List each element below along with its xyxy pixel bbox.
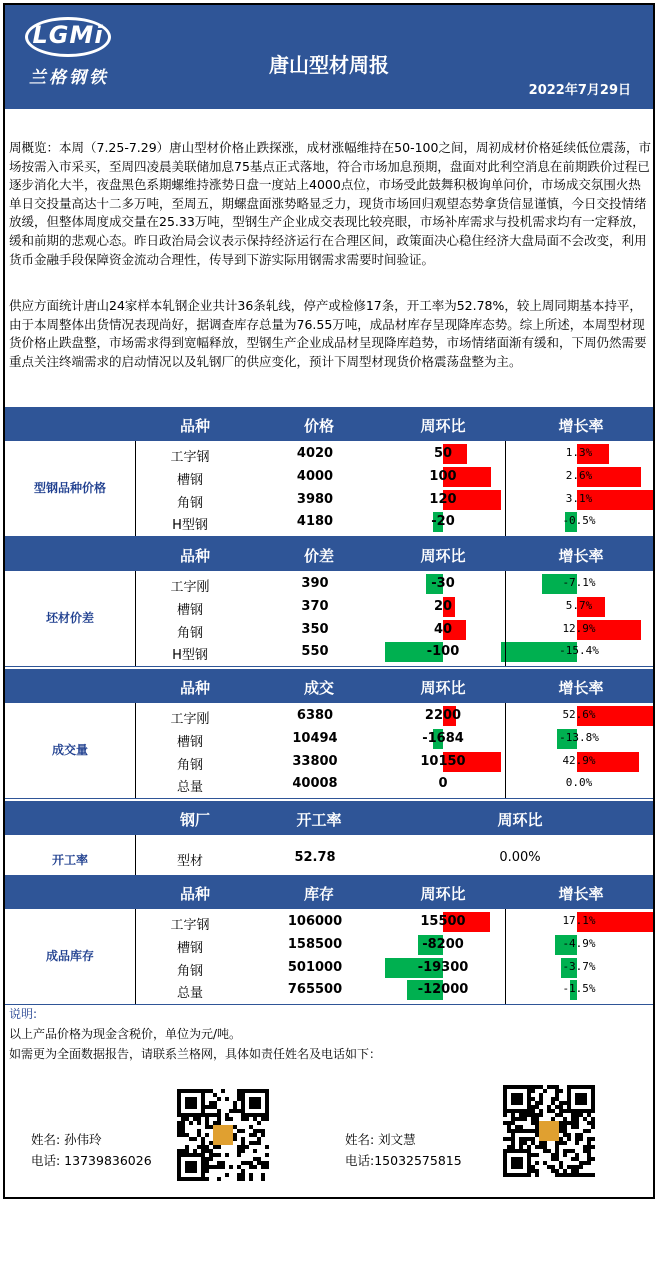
section-rule [5,1004,653,1005]
item-rate: 17.1% [562,914,596,927]
item-value: 501000 [287,959,343,975]
item-change: 0.00% [499,850,541,865]
section-header [5,407,653,441]
item-value: 4020 [296,446,334,461]
item-rate: 5.7% [565,598,593,612]
section-label: 成品库存 [45,949,94,963]
item-change: -19300 [417,959,469,975]
report-title: 唐山型材周报 [269,53,389,77]
item-rate: -13.8% [559,730,599,744]
summary-paragraph-1: 周概览：本周（7.25-7.29）唐山型材价格止跌探涨，成材涨幅维持在50-100之间，周初成材价格延续低位震荡，市场按需入市采买，至周四凌晨美联储加息75基点正式落地，符合市场加息预期，盘面对此利空消息在前期跌价过程已逐步消化大半，夜盘黑色系期螺维持涨势日盘一度站上4000点位，市场受此鼓舞积极询单问价，市场成交氛围火热单日交投量高达十二多万吨，至周五，期螺盘面涨势略显乏力，现货市场回归观望态势拿货信显谨慎，今日交投情绪放缓，但整体周度成交量在25.33万吨，型钢生产企业成交表现比较亮眼，市场补库需求与投机需求均有一定释放，缓和前期的悲观心态。昨日政治局会议表示保持经济运行在合理区间，政策面决心稳住经济大盘局面不会改变，利用货币金融手段保障资金流动合理性，传导到下游实际用钢需求需要时间验证。 [9,140,651,267]
table-row [5,847,653,870]
column-header: 品种 [179,885,210,903]
item-value: 40008 [292,776,338,792]
column-header: 品种 [179,679,210,697]
table-row [5,773,653,796]
item-change: 50 [433,446,453,461]
section-header [5,801,653,835]
column-header: 品种 [179,417,210,435]
qr-code-1 [177,1089,269,1181]
section-rule [5,666,653,667]
table-row [5,596,653,619]
item-change: 20 [433,598,453,614]
column-header: 价差 [303,547,334,565]
column-header: 增长率 [558,547,604,565]
item-change: -100 [426,644,460,660]
item-value: 3980 [296,491,334,507]
contact-2-name: 姓名: 刘文慧 [345,1132,416,1147]
table-row [5,573,653,596]
logo-text: LGMi [32,21,104,49]
table-row [5,728,653,751]
report-frame [3,3,655,1199]
table-row [5,979,653,1002]
item-name: 槽钢 [176,734,203,750]
column-divider [505,703,506,798]
item-change: -30 [431,576,455,591]
column-header: 周环比 [497,811,543,829]
item-change: -12000 [417,982,469,998]
column-header: 开工率 [296,811,342,829]
note-contact: 如需更为全面数据报告，请联系兰格网，具体如责任姓名及电话如下： [9,1047,382,1061]
item-change: 40 [433,621,453,637]
item-change: -1684 [422,730,464,746]
item-value: 4180 [296,514,334,530]
column-header: 品种 [179,547,210,565]
note-price: 以上产品价格为现金含税价，单位为元/吨。 [9,1027,242,1041]
section-header [5,537,653,571]
item-value: 350 [301,621,329,637]
table-row [5,641,653,664]
column-divider [135,703,136,798]
item-change: 2200 [424,708,462,723]
column-header: 成交 [303,679,334,697]
item-value: 550 [301,644,329,660]
contact-1-name: 姓名: 孙伟玲 [31,1132,102,1147]
table-row [5,934,653,957]
column-divider [505,571,506,666]
section-header [5,875,653,909]
item-name: 角钢 [176,757,203,773]
item-rate: 42.9% [562,753,596,767]
item-value: 33800 [292,753,338,769]
item-value: 52.78 [294,850,336,865]
column-header: 价格 [303,417,334,435]
item-value: 765500 [287,982,343,998]
item-change: 120 [429,491,457,507]
item-rate: 3.1% [565,491,593,505]
summary-paragraph-2: 供应方面统计唐山24家样本轧钢企业共计36条轧线，停产或检修17条，开工率为52.78%，较上周同期基本持平，由于本周整体出货情况表现尚好，据调查库存总量为76.55万吨，成品材库存呈现降库态势。综上所述，本周型材现货价格止跌盘整，市场需求得到宽幅释放，型钢生产企业成品材呈现降库趋势，市场情绪面渐有缓和，下周仍然需要重点关注终端需求的启动情况以及轧钢厂的供应变化，预计下周型材现货价格震荡盘整为主。 [9,298,647,369]
item-rate: 0.0% [565,776,593,790]
item-rate: -3.7% [562,959,596,973]
item-rate: -0.5% [562,514,596,528]
column-divider [135,835,136,875]
item-name: 角钢 [176,963,203,979]
item-name: 总量 [176,986,203,1002]
table-row [5,751,653,774]
item-name: H型钢 [172,648,208,664]
table-row [5,489,653,512]
column-header: 增长率 [558,885,604,903]
section-label: 成交量 [51,743,88,757]
table-row [5,443,653,466]
item-name: 工字刚 [170,712,210,727]
item-name: 总量 [176,780,203,796]
item-value: 158500 [287,936,343,952]
item-value: 10494 [292,730,338,746]
item-name: 工字钢 [170,918,210,933]
column-header: 钢厂 [179,811,210,829]
contact-1-phone: 电话: 13739836026 [31,1153,152,1168]
item-name: 角钢 [176,495,203,511]
item-name: H型钢 [172,518,208,534]
item-rate: 12.9% [562,621,596,635]
item-change: 0 [438,776,448,792]
column-header: 周环比 [420,417,466,435]
column-header: 库存 [303,885,334,903]
item-name: 角钢 [176,625,203,641]
table-row [5,911,653,934]
column-header: 增长率 [558,679,604,697]
contact-2 [345,1129,462,1171]
qr-code-2 [503,1085,595,1177]
logo-cn-text: 兰格钢铁 [29,68,109,88]
item-value: 390 [301,576,329,591]
note-title: 说明: [9,1007,38,1021]
column-divider [135,909,136,1004]
report-header [5,5,653,109]
column-divider [505,441,506,536]
item-change: 10150 [420,753,466,769]
section-label: 开工率 [51,853,88,867]
column-divider [135,571,136,666]
table-row [5,957,653,980]
item-change: -8200 [422,936,464,952]
section-label: 坯材价差 [45,611,94,625]
section-label: 型钢品种价格 [33,481,106,495]
column-header: 增长率 [558,417,604,435]
table-row [5,466,653,489]
item-name: 槽钢 [176,472,203,488]
item-value: 6380 [296,708,334,723]
item-rate: -7.1% [562,576,596,589]
report-date: 2022年7月29日 [528,83,631,98]
item-change: -20 [431,514,455,530]
table-row [5,705,653,728]
item-name: 工字钢 [170,450,210,465]
item-name: 槽钢 [176,602,203,618]
table-row [5,619,653,642]
column-divider [135,441,136,536]
section-header [5,669,653,703]
column-header: 周环比 [420,547,466,565]
item-name: 型材 [176,854,203,869]
contact-2-phone: 电话:15032575815 [345,1153,462,1168]
item-rate: 1.3% [565,446,593,459]
item-rate: -15.4% [559,644,599,658]
item-change: 100 [429,468,457,484]
item-rate: -1.5% [562,982,596,996]
item-rate: 52.6% [562,708,596,721]
column-divider [505,909,506,1004]
column-header: 周环比 [420,885,466,903]
contact-1 [31,1129,152,1171]
item-value: 106000 [287,914,343,929]
item-change: 15500 [420,914,466,929]
item-value: 4000 [296,468,334,484]
column-header: 周环比 [420,679,466,697]
item-name: 槽钢 [176,940,203,956]
item-rate: -4.9% [562,936,596,950]
item-value: 370 [301,598,329,614]
table-row [5,511,653,534]
item-rate: 2.6% [565,468,593,482]
section-rule [5,798,653,799]
item-name: 工字刚 [170,580,210,595]
